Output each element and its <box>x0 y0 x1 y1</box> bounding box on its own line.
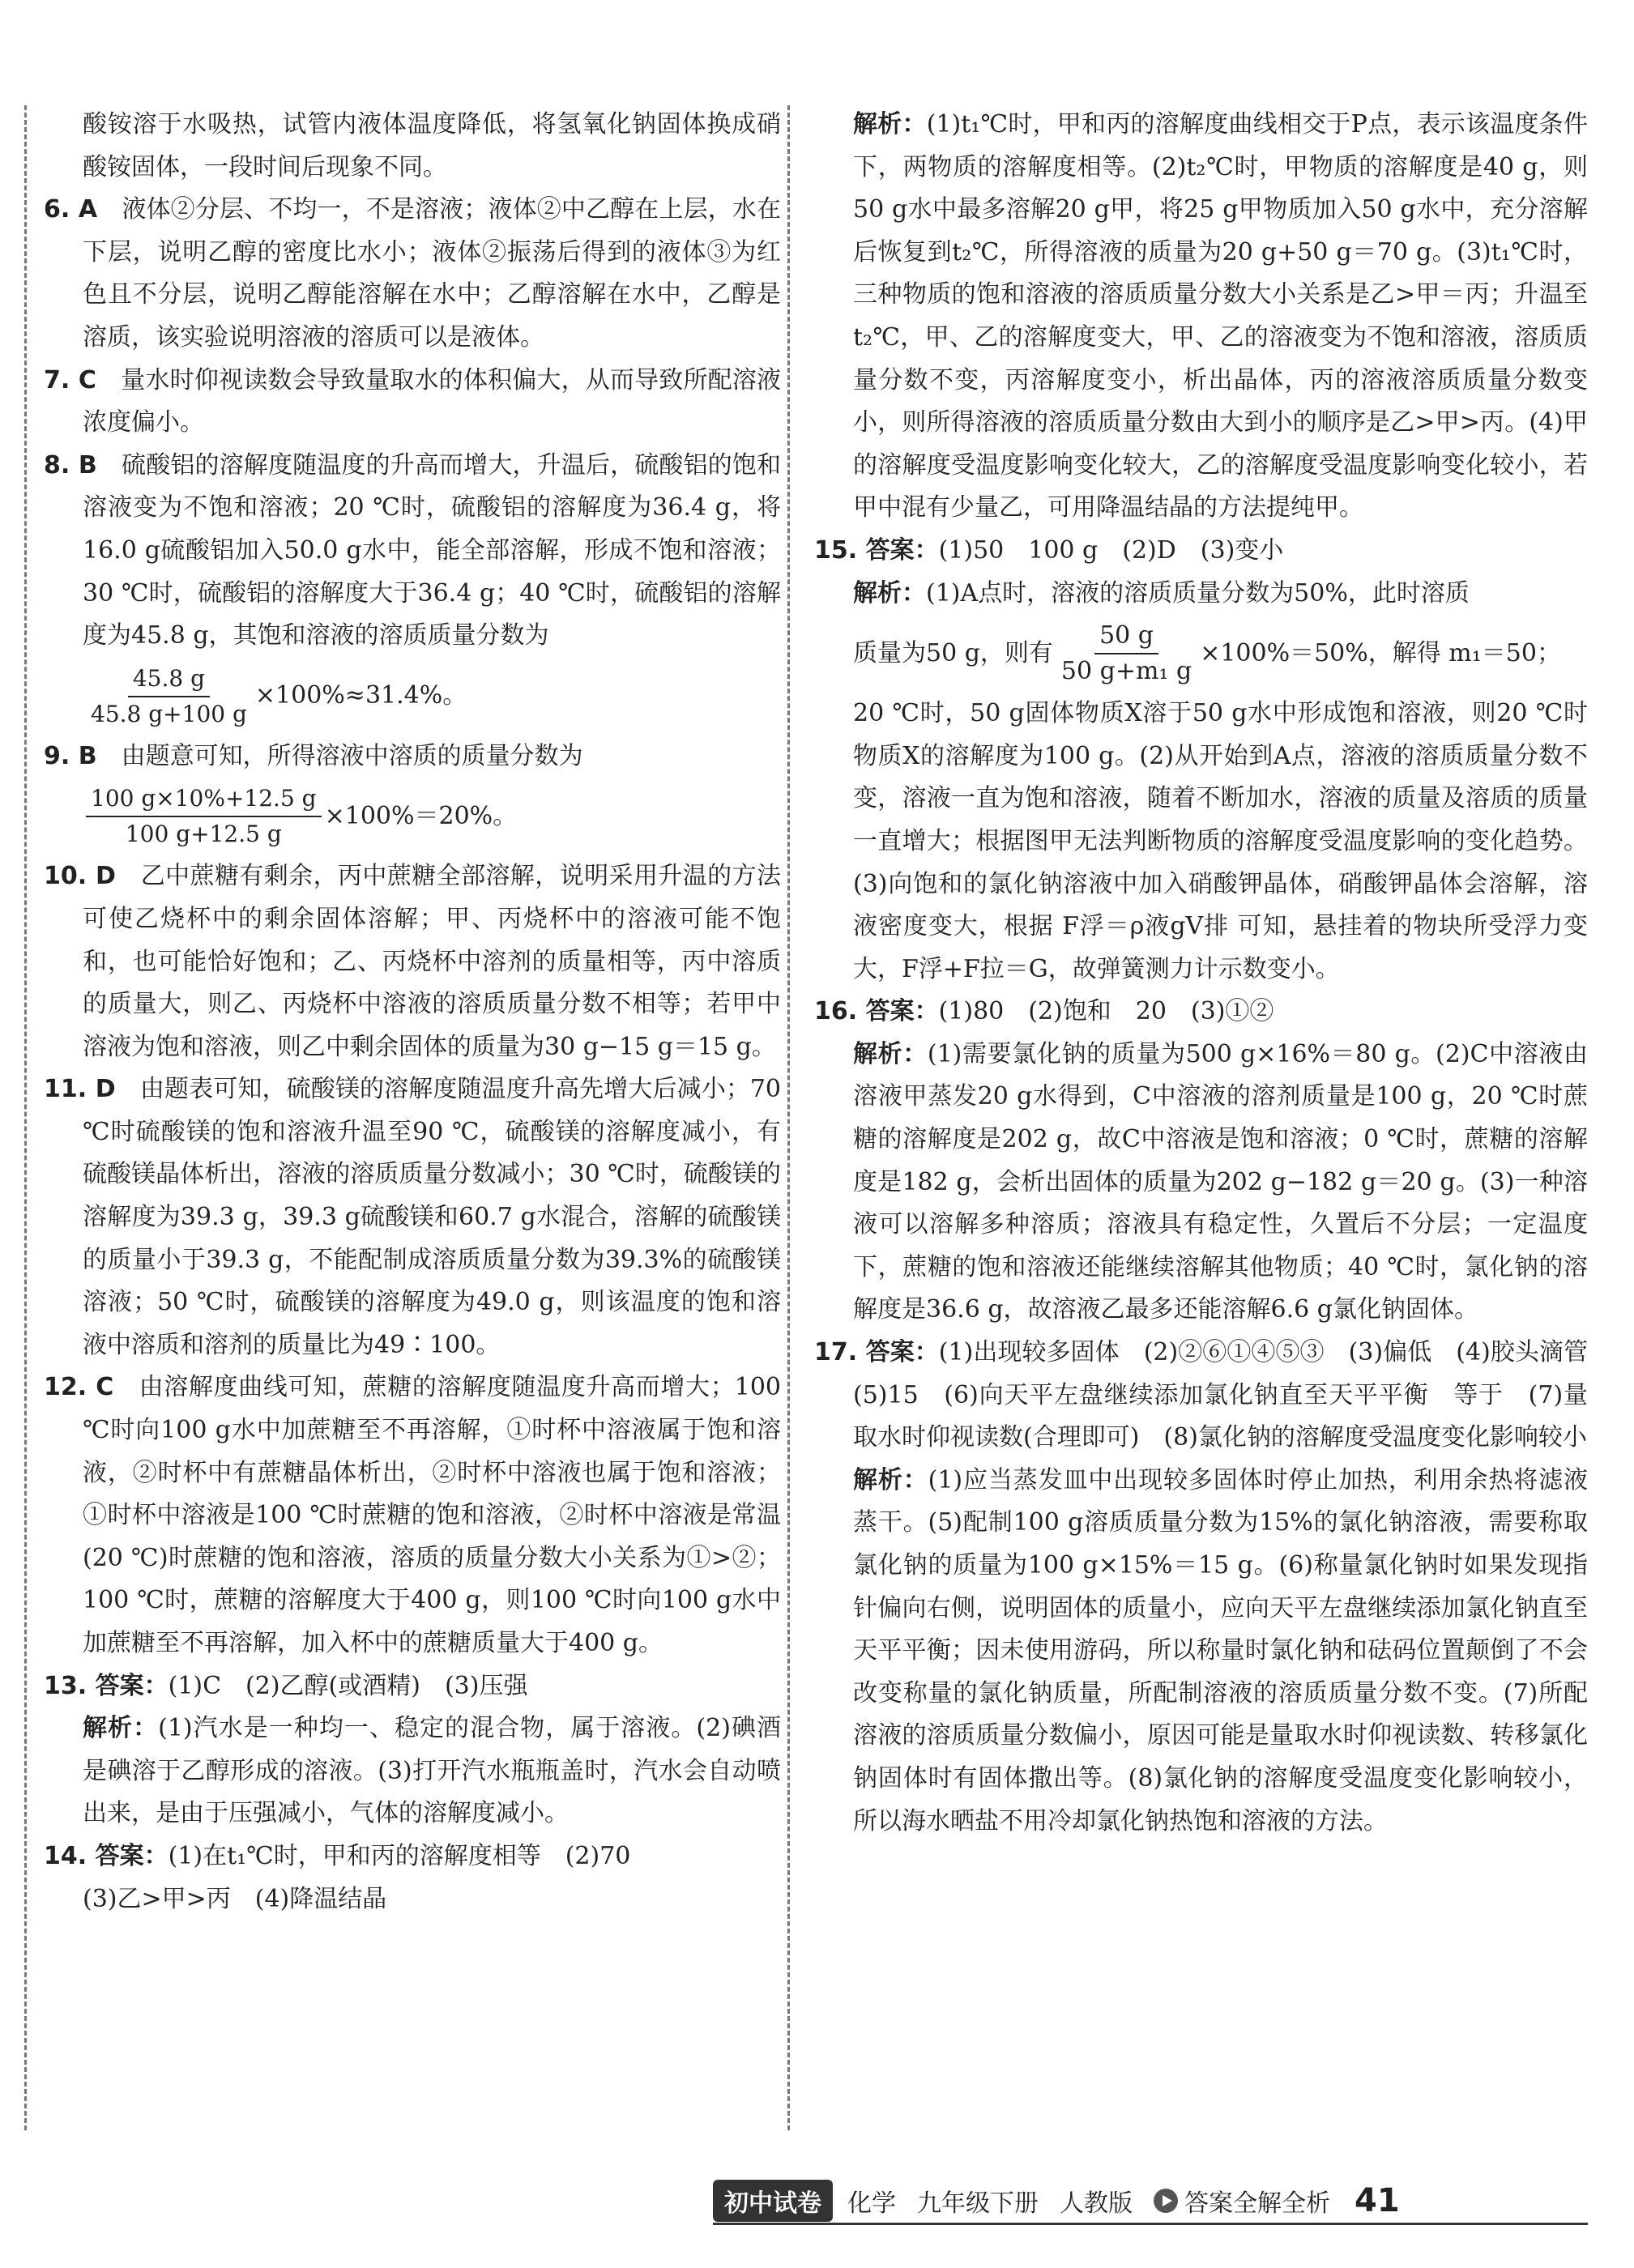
answer-14-answers-2: (3)乙>甲>丙 (4)降温结晶 <box>83 1884 387 1913</box>
answer-9-denominator: 100 g+12.5 g <box>125 821 282 848</box>
analysis-label: 解析： <box>853 578 926 608</box>
answer-17-analysis <box>814 1460 1588 1843</box>
answer-15 <box>814 530 1588 573</box>
answer-12 <box>44 1366 781 1665</box>
page-number: 41 <box>1355 2182 1400 2219</box>
answer-10 <box>44 855 781 1068</box>
answer-8-numerator: 45.8 g <box>128 662 210 697</box>
answer-9-result: ×100%＝20%。 <box>324 802 518 831</box>
footer-series: 答案全解全析 <box>1184 2189 1330 2218</box>
answer-12-number: 12. C <box>44 1373 114 1402</box>
answer-11-number: 11. D <box>44 1075 116 1104</box>
answer-16 <box>814 991 1588 1034</box>
answer-8-formula <box>44 658 781 735</box>
center-dashed-rule <box>787 105 790 2130</box>
answer-7-number: 7. C <box>44 365 96 394</box>
analysis-label: 解析： <box>853 1465 928 1494</box>
page-footer <box>713 2179 1400 2223</box>
answer-15-formula-prefix: 质量为50 g，则有 <box>853 638 1053 667</box>
answer-17 <box>814 1332 1612 1460</box>
answer-5-tail: 酸铵溶于水吸热，试管内液体温度降低，将氢氧化钠固体换成硝酸铵固体，一段时间后现象不同。 <box>83 110 781 181</box>
answer-14-answers-1: (1)在t₁℃时，甲和丙的溶解度相等 (2)70 <box>168 1841 631 1870</box>
analysis-label: 解析： <box>83 1714 159 1743</box>
answer-15-numerator: 50 g <box>1094 619 1158 654</box>
left-column <box>44 104 781 1921</box>
answer-17-analysis-text: (1)应当蒸发皿中出现较多固体时停止加热，利用余热将滤液蒸干。(5)配制100 g溶质质量分数为15%的氯化钠溶液，需要称取氯化钠的质量为100 g×15%＝15 g。(6)称量氯化钠时如果发现指针偏向右侧，说明固体的质量小，应向天平左盘继续添加氯化钠直至天平平衡；因未使用游码，所以称量时氯化钠和砝码位置颠倒了不会改变称量的氯化钠质量，所配制溶液的溶质质量分数不变。(7)所配溶液的溶质质量分数偏小，原因可能是量取水时仰视读数、转移氯化钠固体时有固体撒出等。(8)氯化钠的溶解度受温度变化影响较小，所以海水晒盐不用冷却氯化钠热饱和溶液的方法。 <box>853 1465 1588 1835</box>
answer-6-number: 6. A <box>44 195 98 224</box>
answer-10-text: 乙中蔗糖有剩余，丙中蔗糖全部溶解，说明采用升温的方法可使乙烧杯中的剩余固体溶解；甲、丙烧杯中的溶液可能不饱和，也可能恰好饱和；乙、丙烧杯中溶剂的质量相等，丙中溶质的质量大，则乙、丙烧杯中溶液的溶质质量分数不相等；若甲中溶液为饱和溶液，则乙中剩余固体的质量为30 g−15 g＝15 g。 <box>83 862 782 1061</box>
left-dashed-rule <box>24 105 27 2130</box>
answer-16-label: 16. 答案： <box>814 997 939 1026</box>
answer-15-analysis-text2: 20 ℃时，50 g固体物质X溶于50 g水中形成饱和溶液，则20 ℃时物质X的溶解度为100 g。(2)从开始到A点，溶液的溶质质量分数不变，溶液一直为饱和溶液，随着不断加水，溶液的质量及溶质的质量一直增大；根据图甲无法判断物质的溶解度受温度影响的变化趋势。(3)向饱和的氯化钠溶液中加入硝酸钾晶体，硝酸钾晶体会溶解，溶液密度变大，根据 F浮＝ρ液gV排 可知，悬挂着的物块所受浮力变大，F浮+F拉＝G，故弹簧测力计示数变小。 <box>853 699 1588 983</box>
analysis-label: 解析： <box>853 1039 928 1068</box>
answer-9-numerator: 100 g×10%+12.5 g <box>86 782 322 817</box>
answer-10-number: 10. D <box>44 862 116 891</box>
answer-14-analysis <box>814 104 1588 530</box>
answer-13 <box>44 1665 781 1708</box>
answer-8-result: ×100%≈31.4%。 <box>254 681 467 710</box>
analysis-label: 解析： <box>853 110 927 139</box>
answer-15-answers: (1)50 100 g (2)D (3)变小 <box>938 535 1284 565</box>
answer-15-analysis-line1 <box>814 573 1588 616</box>
answer-6-text: 液体②分层、不均一，不是溶液；液体②中乙醇在上层，水在下层，说明乙醇的密度比水小；液体②振荡后得到的液体③为红色且不分层，说明乙醇能溶解在水中；乙醇溶解在水中，乙醇是溶质，该实验说明溶液的溶质可以是液体。 <box>83 195 782 352</box>
right-column <box>814 104 1612 1843</box>
answer-17-answers: (1)出现较多固体 (2)②⑥①④⑤③ (3)偏低 (4)胶头滴管 (5)15 (6)向天平左盘继续添加氯化钠直至天平平衡 等于 (7)量取水时仰视读数(合理即可) (8)氯化钠的溶解度受温度变化影响较小 <box>853 1338 1612 1452</box>
answer-16-analysis <box>814 1034 1588 1332</box>
answer-9-text: 由题意可知，所得溶液中溶质的质量分数为 <box>121 741 583 770</box>
answer-15-label: 15. 答案： <box>814 535 939 565</box>
footer-rule <box>713 2223 1588 2225</box>
series-badge: 初中试卷 <box>713 2180 833 2222</box>
footer-subject: 化学 <box>847 2189 896 2218</box>
answer-15-formula-suffix: ×100%＝50%，解得 m₁＝50； <box>1200 638 1561 667</box>
answer-15-analysis-text1: (1)A点时，溶液的溶质质量分数为50%，此时溶质 <box>926 578 1470 608</box>
answer-8-text: 硫酸铝的溶解度随温度的升高而增大，升温后，硫酸铝的饱和溶液变为不饱和溶液；20 ℃时，硫酸铝的溶解度为36.4 g，将16.0 g硫酸铝加入50.0 g水中，能全部溶解，形成不饱和溶液；30 ℃时，硫酸铝的溶解度大于36.4 g；40 ℃时，硫酸铝的溶解度为45.8 g，其饱和溶液的溶质质量分数为 <box>83 450 781 650</box>
answer-12-text: 由溶解度曲线可知，蔗糖的溶解度随温度升高而增大；100 ℃时向100 g水中加蔗糖至不再溶解，①时杯中溶液属于饱和溶液，②时杯中有蔗糖晶体析出，②时杯中溶液也属于饱和溶液；①时杯中溶液是100 ℃时蔗糖的饱和溶液，②时杯中溶液是常温(20 ℃)时蔗糖的饱和溶液，溶质的质量分数大小关系为①>②；100 ℃时，蔗糖的溶解度大于400 g，则100 ℃时向100 g水中加蔗糖至不再溶解，加入杯中的蔗糖质量大于400 g。 <box>83 1373 782 1657</box>
answer-11 <box>44 1068 781 1366</box>
answer-14-label: 14. 答案： <box>44 1841 169 1870</box>
answer-8-denominator: 45.8 g+100 g <box>91 700 247 727</box>
answer-11-text: 由题表可知，硫酸镁的溶解度随温度升高先增大后减小；70 ℃时硫酸镁的饱和溶液升温至90 ℃，硫酸镁的溶解度减小，有硫酸镁晶体析出，溶液的溶质质量分数减小；30 ℃时，硫酸镁的溶解度为39.3 g，39.3 g硫酸镁和60.7 g水混合，溶解的硫酸镁的质量小于39.3 g，不能配制成溶质质量分数为39.3%的硫酸镁溶液；50 ℃时，硫酸镁的溶解度为49.0 g，则该温度的饱和溶液中溶质和溶剂的质量比为49∶100。 <box>83 1075 781 1359</box>
answer-9-formula <box>44 778 781 855</box>
answer-7 <box>44 360 781 445</box>
answer-9 <box>44 735 781 778</box>
answer-13-analysis-text: (1)汽水是一种均一、稳定的混合物，属于溶液。(2)碘酒是碘溶于乙醇形成的溶液。(3)打开汽水瓶瓶盖时，汽水会自动喷出来，是由于压强减小，气体的溶解度减小。 <box>83 1714 781 1828</box>
answer-14-analysis-text: (1)t₁℃时，甲和丙的溶解度曲线相交于P点，表示该温度条件下，两物质的溶解度相等。(2)t₂℃时，甲物质的溶解度是40 g，则50 g水中最多溶解20 g甲，将25 g甲物质加入50 g水中，充分溶解后恢复到t₂℃，所得溶液的质量为20 g+50 g＝70 g。(3)t₁℃时，三种物质的饱和溶液的溶质质量分数大小关系是乙>甲＝丙；升温至t₂℃，甲、乙的溶解度变大，甲、乙的溶液变为不饱和溶液，溶质质量分数不变，丙溶解度变小，析出晶体，丙的溶液溶质质量分数变小，则所得溶液的溶质质量分数由大到小的顺序是乙>甲>丙。(4)甲的溶解度受温度影响变化较大，乙的溶解度受温度影响变化较小，若甲中混有少量乙，可用降温结晶的方法提纯甲。 <box>853 110 1588 522</box>
footer-edition: 人教版 <box>1060 2189 1133 2218</box>
answer-13-analysis <box>44 1707 781 1835</box>
answer-14 <box>44 1835 781 1878</box>
answer-16-answers: (1)80 (2)饱和 20 (3)①② <box>938 997 1274 1026</box>
answer-7-text: 量水时仰视读数会导致量取水的体积偏大，从而导致所配溶液浓度偏小。 <box>83 365 782 437</box>
answer-6 <box>44 189 781 359</box>
play-icon <box>1154 2189 1178 2213</box>
answer-13-label: 13. 答案： <box>44 1671 169 1700</box>
answer-16-analysis-text: (1)需要氯化钠的质量为500 g×16%＝80 g。(2)C中溶液由溶液甲蒸发20 g水得到，C中溶液的溶剂质量是100 g，20 ℃时蔗糖的溶解度是202 g，故C中溶液是饱和溶液；0 ℃时，蔗糖的溶解度是182 g，会析出固体的质量为202 g−182 g＝20 g。(3)一种溶液可以溶解多种溶质；溶液具有稳定性，久置后不分层；一定温度下，蔗糖的饱和溶液还能继续溶解其他物质；40 ℃时，氯化钠的溶解度是36.6 g，故溶液乙最多还能溶解6.6 g氯化钠固体。 <box>853 1039 1588 1324</box>
answer-8-number: 8. B <box>44 450 97 480</box>
answer-9-number: 9. B <box>44 741 97 770</box>
answer-15-denominator: 50 g+m₁ g <box>1060 657 1192 686</box>
answer-8 <box>44 445 781 658</box>
answer-17-label: 17. 答案： <box>814 1338 939 1367</box>
answer-15-formula <box>814 615 1588 693</box>
footer-grade: 九年级下册 <box>917 2189 1039 2218</box>
answer-13-answers: (1)C (2)乙醇(或酒精) (3)压强 <box>168 1671 528 1700</box>
